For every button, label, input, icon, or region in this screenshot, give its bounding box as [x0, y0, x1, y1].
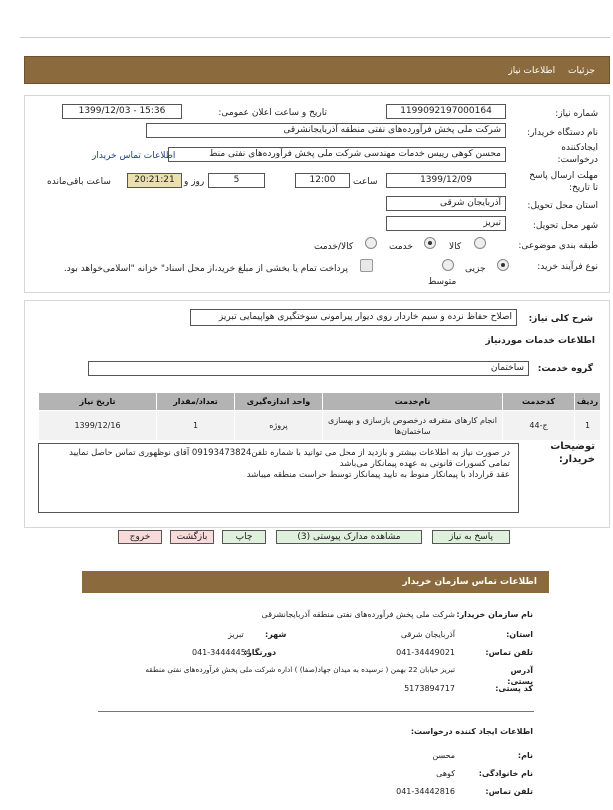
breadcrumb-details[interactable]: جزئیات — [568, 66, 595, 76]
contact-postal-value: 5173894717 — [404, 684, 455, 693]
contact-city-label: شهر: — [265, 630, 287, 639]
buyer-field[interactable]: شرکت ملی پخش فرآورده‌های نفتی منطقه آذربایجانشرقی — [146, 123, 506, 138]
category-both-label: کالا/خدمت — [314, 242, 354, 252]
services-title: اطلاعات خدمات موردنیاز — [485, 336, 595, 346]
creator-label: ایجادکننده درخواست: — [557, 143, 598, 165]
summary-field[interactable]: اصلاح حفاظ نرده و سیم خاردار روی دیوار پیرامونی سوختگیری هواپیمایی تبریز — [190, 309, 517, 326]
buyer-note-2: تمامی کسورات قانونی به عهده پیمانکار می‌باشد — [339, 459, 510, 469]
category-service-radio[interactable] — [424, 237, 436, 249]
process-medium-label: متوسط — [428, 277, 457, 287]
category-goods-label: کالا — [449, 242, 462, 252]
contact-province-label: استان: — [506, 630, 533, 639]
buyer-contact-link[interactable]: اطلاعات تماس خریدار — [92, 151, 176, 161]
service-group-field[interactable]: ساختمان — [88, 361, 529, 376]
reply-button[interactable]: پاسخ به نیاز — [432, 530, 510, 544]
category-both-radio[interactable] — [365, 237, 377, 249]
col-qty-header: تعداد/مقدار — [157, 393, 235, 411]
table-header-row — [39, 393, 601, 411]
col-code-header: کدخدمت — [503, 393, 575, 411]
remaining-time-field: 20:21:21 — [127, 173, 182, 188]
deadline-time-field[interactable]: 12:00 — [295, 173, 350, 188]
creator-name-label: نام: — [517, 751, 533, 760]
cell-unit: پروژه — [235, 411, 323, 441]
cell-code: ج-44 — [503, 411, 575, 441]
buyer-note-3: عقد قرارداد با پیمانکار منوط به تایید پیمانکار توسط حراست منطقه میباشد — [246, 470, 510, 480]
contact-section-title: اطلاعات تماس سازمان خریدار — [402, 577, 537, 587]
creator-family-value: کوهی — [436, 769, 455, 778]
contact-province-value: آذربایجان شرقی — [400, 630, 455, 639]
payment-note: پرداخت تمام یا بخشی از مبلغ خرید،از محل اسناد" خزانه "اسلامی‌خواهد بود. — [63, 264, 348, 274]
deadline-label: مهلت ارسال پاسخ تا تاریخ: — [529, 171, 598, 193]
city-field[interactable]: تبریز — [386, 216, 506, 231]
process-minor-label: جزیی — [465, 264, 486, 274]
contact-section-header — [82, 571, 549, 593]
cell-row: 1 — [575, 411, 601, 441]
city-label: شهر محل تحویل: — [532, 221, 598, 231]
table-row[interactable] — [39, 411, 601, 441]
contact-postal-label: کد پستی: — [495, 684, 533, 693]
days-field[interactable]: 5 — [208, 173, 265, 188]
creator-family-label: نام خانوادگی: — [478, 769, 533, 778]
process-medium-radio[interactable] — [442, 259, 454, 271]
announce-field[interactable]: 1399/12/03 - 15:36 — [62, 104, 182, 119]
col-unit-header: واحد اندازه‌گیری — [235, 393, 323, 411]
org-label: نام سازمان خریدار: — [456, 610, 533, 619]
payment-treasury-checkbox[interactable] — [360, 259, 373, 272]
process-label: نوع فرآیند خرید: — [537, 262, 598, 272]
services-table — [38, 392, 601, 441]
process-minor-radio[interactable] — [497, 259, 509, 271]
creator-info-title: اطلاعات ایجاد کننده درخواست: — [410, 727, 533, 736]
category-label: طبقه بندی موضوعی: — [518, 241, 598, 251]
contact-address-value: تبریز خیابان 22 بهمن ( نرسیده به میدان جهاد(صفا) ) اداره شرکت ملی پخش فرآورده‌های نفتی منطقه — [145, 665, 455, 674]
buyer-note-1: در صورت نیاز به اطلاعات بیشتر و بازدید از محل می توانید با شماره تلفن09193473824 آقای نوظهوری تماس حاصل نمایید — [69, 448, 510, 458]
creator-name-value: محسن — [432, 751, 455, 760]
cell-name: انجام کارهای متفرقه درخصوص بازسازی و بهسازی ساختمان‌ها — [323, 411, 503, 441]
creator-phone-value: 041-34442816 — [396, 787, 455, 796]
cell-qty: 1 — [157, 411, 235, 441]
print-button[interactable]: چاپ — [222, 530, 266, 544]
buyer-notes-label: توضیحات خریدار: — [550, 441, 595, 465]
category-goods-radio[interactable] — [474, 237, 486, 249]
col-row-header: ردیف — [575, 393, 601, 411]
cell-date: 1399/12/16 — [39, 411, 157, 441]
category-service-label: خدمت — [389, 242, 413, 252]
buyer-label: نام دستگاه خریدار: — [527, 128, 598, 138]
breadcrumb — [498, 66, 595, 76]
remaining-label: ساعت باقی‌مانده — [47, 177, 111, 187]
contact-phone-label: تلفن تماس: — [485, 648, 533, 657]
attachments-button[interactable]: مشاهده مدارک پیوستی (3) — [276, 530, 422, 544]
contact-divider — [98, 711, 534, 712]
org-value: شرکت ملی پخش فرآورده‌های نفتی منطقه آذربایجانشرقی — [261, 610, 455, 619]
summary-label: شرح کلی نیاز: — [528, 314, 593, 324]
creator-phone-label: تلفن تماس: — [485, 787, 533, 796]
contact-fax-value: 041-34444454 — [192, 648, 251, 657]
breadcrumb-need-info[interactable]: اطلاعات نیاز — [508, 66, 556, 76]
deadline-date-field[interactable]: 1399/12/09 — [386, 173, 506, 188]
page-header — [24, 56, 610, 84]
service-group-label: گروه خدمت: — [537, 364, 593, 374]
contact-city-value: تبریز — [228, 630, 244, 639]
contact-address-label: آدرس پستی: — [507, 666, 533, 686]
creator-field[interactable]: محسن کوهی رییس خدمات مهندسی شرکت ملی پخش فرآورده‌های نفتی منط — [168, 147, 506, 162]
province-label: استان محل تحویل: — [527, 201, 598, 211]
announce-label: تاریخ و ساعت اعلان عمومی: — [218, 108, 327, 118]
days-label: روز و — [184, 177, 205, 187]
exit-button[interactable]: خروج — [118, 530, 162, 544]
need-number-field[interactable]: 1199092197000164 — [386, 104, 506, 119]
deadline-time-label: ساعت — [353, 177, 378, 187]
col-date-header: تاریخ نیاز — [39, 393, 157, 411]
back-button[interactable]: بازگشت — [170, 530, 214, 544]
top-divider — [20, 37, 610, 38]
buyer-notes-box — [38, 443, 519, 513]
col-name-header: نام‌خدمت — [323, 393, 503, 411]
contact-phone-value: 041-34449021 — [396, 648, 455, 657]
province-field[interactable]: آذربایجان شرقی — [386, 196, 506, 211]
contact-fax-label: دورنگار: — [244, 648, 277, 657]
need-number-label: شماره نیاز: — [555, 109, 598, 119]
